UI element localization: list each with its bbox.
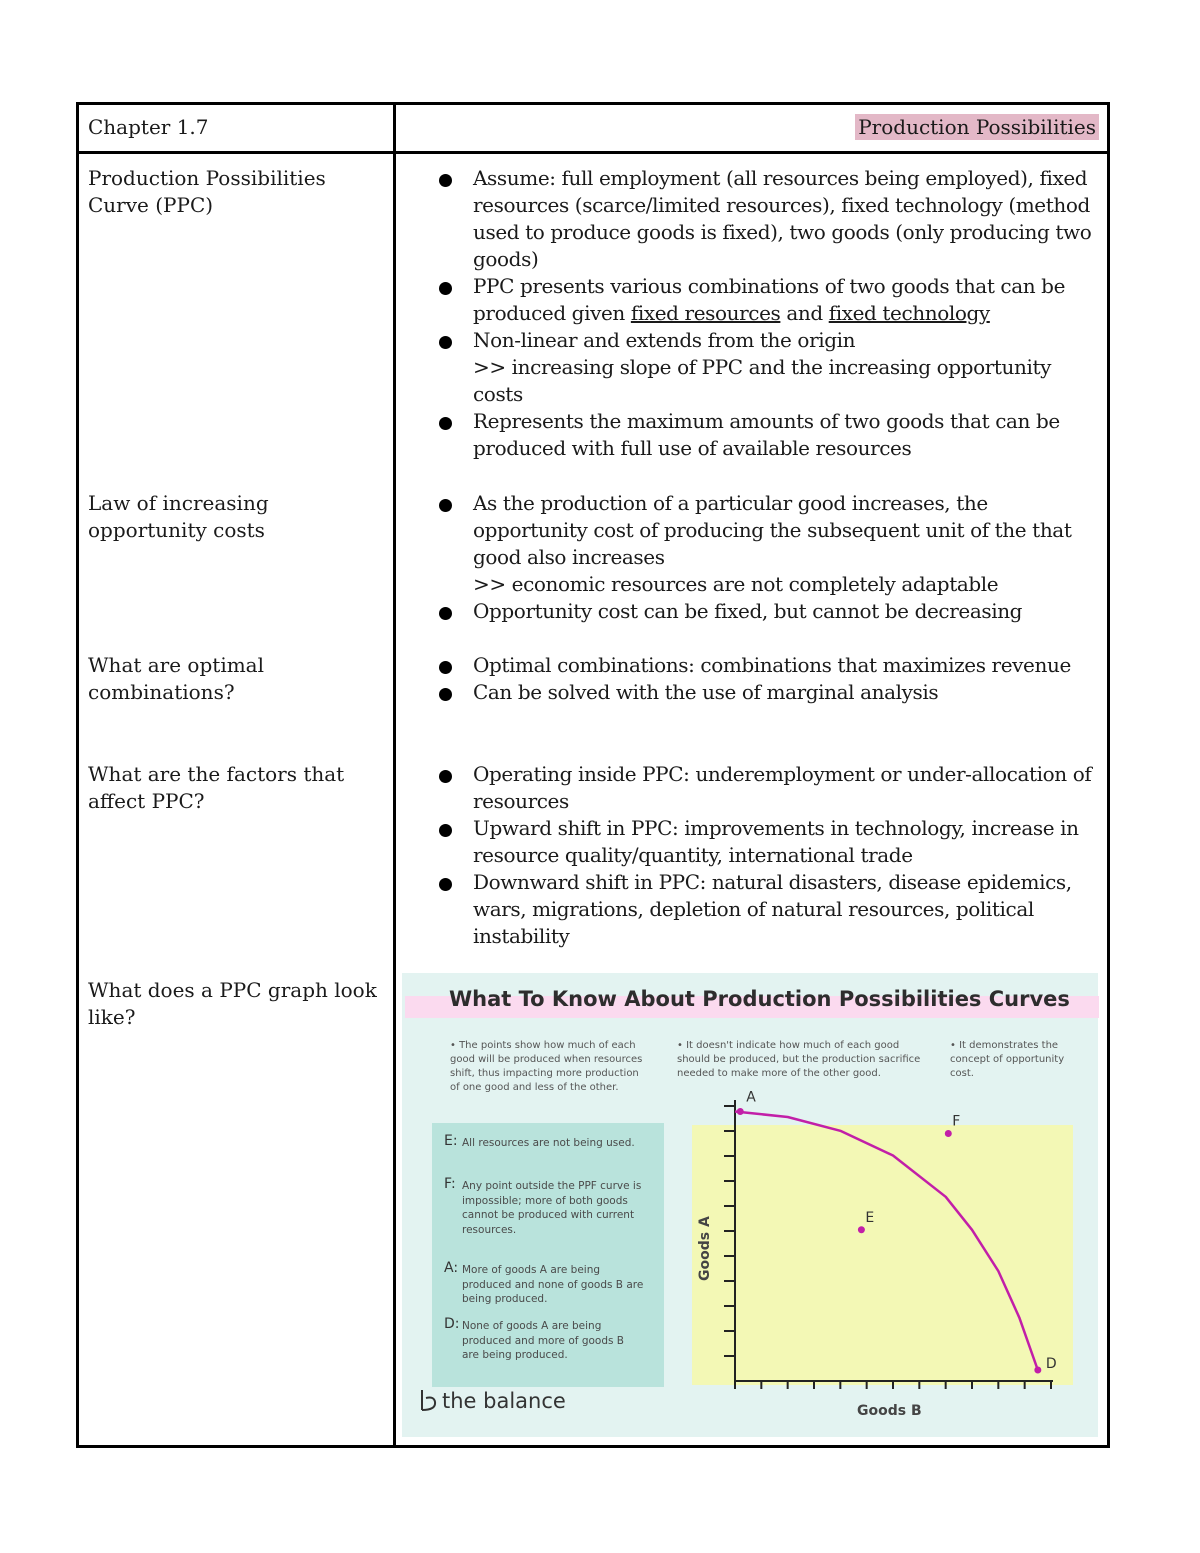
term-law: Law of increasing opportunity costs (88, 491, 269, 542)
ppc-chart (402, 973, 1098, 1437)
list-item: Operating inside PPC: underemployment or under-allocation of resources (436, 761, 1106, 815)
x-axis-label: Goods B (857, 1403, 922, 1419)
chapter-label: Chapter 1.7 (88, 115, 209, 139)
legend-item-a: A: More of goods A are being produced and none of goods B are being produced. (444, 1260, 644, 1305)
point-a (737, 1108, 744, 1115)
legend-item-f: F: Any point outside the PPF curve is impossible; more of both goods cannot be produced with current resources. (444, 1176, 642, 1236)
list-item: Assume: full employment (all resources being employed), fixed resources (scarce/limited resources), fixed technology (method used to produce goods is fixed), two goods (only producing two goods) (436, 165, 1106, 273)
point-label-d: D (1045, 1356, 1057, 1372)
term-ppc: Production Possibilities Curve (PPC) (88, 166, 326, 217)
sub-note: >> economic resources are not completely adaptable (473, 572, 999, 596)
topic-highlight: Production Possibilities (855, 114, 1099, 140)
legend-item-d: D: None of goods A are being produced and more of goods B are being produced. (444, 1316, 625, 1361)
ppc-curve (735, 1112, 1038, 1371)
column-divider (393, 105, 396, 1445)
term-graph: What does a PPC graph look like? (88, 978, 377, 1029)
list-item: Opportunity cost can be fixed, but cannot be decreasing (436, 598, 1106, 625)
point-f (945, 1130, 952, 1137)
header-divider (79, 151, 1107, 154)
list-item: Optimal combinations: combinations that maximizes revenue (436, 652, 1106, 679)
list-item: Can be solved with the use of marginal analysis (436, 679, 1106, 706)
bullets-optimal (436, 652, 1106, 706)
bullets-law (436, 490, 1106, 625)
point-label-e: E (865, 1209, 875, 1226)
y-axis-label: Goods A (697, 1216, 713, 1281)
point-d (1034, 1367, 1041, 1374)
bullets-factors (436, 761, 1106, 950)
point-e (858, 1226, 865, 1233)
point-label-f: F (952, 1113, 961, 1130)
infographic-title: What To Know About Production Possibilities Curves (449, 987, 1070, 1011)
list-item: PPC presents various combinations of two goods that can be produced given fixed resources and fixed technology (436, 273, 1106, 327)
point-label-a: A (746, 1089, 756, 1106)
note-3: • It demonstrates the concept of opportunity cost. (950, 1040, 1065, 1079)
balance-logo-icon (420, 1389, 437, 1411)
note-1: • The points show how much of each good will be produced when resources shift, thus impacting more production of one good and less of the other. (450, 1040, 643, 1093)
list-item: As the production of a particular good increases, the opportunity cost of producing the subsequent unit of the that good also increases >> economic resources are not completely adaptable (436, 490, 1106, 598)
list-item: Upward shift in PPC: improvements in technology, increase in resource quality/quantity, international trade (436, 815, 1106, 869)
list-item: Non-linear and extends from the origin >> increasing slope of PPC and the increasing opportunity costs (436, 327, 1106, 408)
bullets-ppc (436, 165, 1106, 462)
term-optimal: What are optimal combinations? (88, 653, 264, 704)
term-factors: What are the factors that affect PPC? (88, 762, 345, 813)
ppc-infographic (402, 973, 1098, 1437)
brand-logo: the balance (420, 1389, 566, 1413)
note-2: • It doesn't indicate how much of each good should be produced, but the production sacrifice needed to make more of the other good. (677, 1040, 921, 1079)
list-item: Downward shift in PPC: natural disasters, disease epidemics, wars, migrations, depletion of natural resources, political instability (436, 869, 1106, 950)
sub-note: >> increasing slope of PPC and the increasing opportunity costs (473, 355, 1052, 406)
notes-table (76, 102, 1110, 1448)
legend-item-e: E: All resources are not being used. (444, 1133, 635, 1149)
list-item: Represents the maximum amounts of two goods that can be produced with full use of available resources (436, 408, 1106, 462)
